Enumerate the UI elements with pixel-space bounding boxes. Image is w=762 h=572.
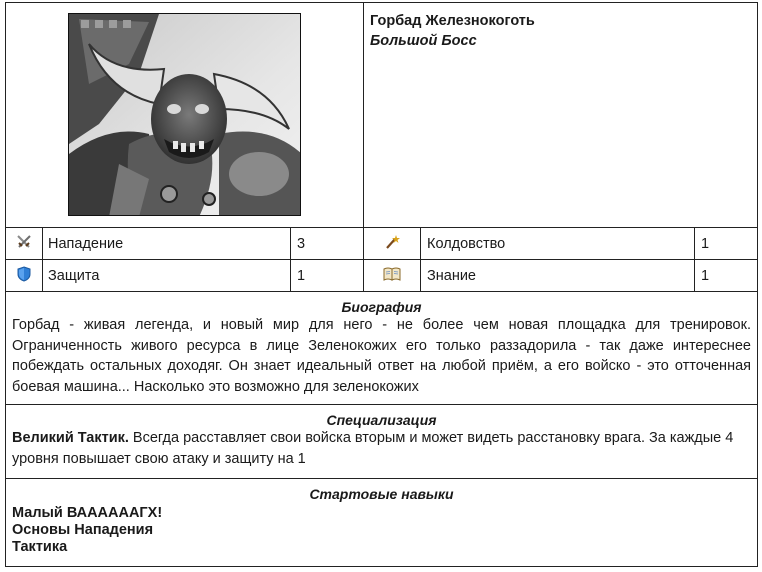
stat-row-defense-knowledge bbox=[6, 260, 757, 292]
biography-section bbox=[6, 292, 757, 405]
specialization-title: Специализация bbox=[326, 412, 437, 428]
skill-item: Тактика bbox=[12, 539, 68, 555]
specialization-section bbox=[6, 405, 757, 479]
skill-item: Малый ВААААААГХ! bbox=[12, 505, 163, 521]
hero-name: Горбад Железнокоготь bbox=[370, 13, 535, 29]
orc-warlord-portrait-icon bbox=[68, 13, 301, 216]
stat-label-defense: Защита bbox=[43, 260, 291, 291]
specialization-name: Великий Тактик. bbox=[12, 430, 129, 446]
stat-icon-cell bbox=[364, 228, 421, 259]
specialization-description: Всегда расставляет свои войска вторым и может видеть расстановку врага. За каждые 4 уровня повышает свою атаку и защиту на 1 bbox=[12, 430, 734, 467]
hero-card bbox=[5, 2, 758, 567]
stat-label-knowledge: Знание bbox=[421, 260, 695, 291]
skills-section bbox=[6, 479, 757, 566]
stat-label-attack: Нападение bbox=[43, 228, 291, 259]
shield-icon bbox=[17, 266, 31, 286]
stat-row-attack-sorcery bbox=[6, 228, 757, 260]
stat-icon-cell bbox=[6, 228, 43, 259]
hero-header-row bbox=[6, 3, 757, 228]
stat-value-sorcery: 1 bbox=[701, 235, 710, 252]
portrait-cell bbox=[6, 3, 364, 227]
open-book-icon bbox=[383, 267, 401, 285]
stat-icon-cell bbox=[6, 260, 43, 291]
specialization-text bbox=[12, 428, 751, 469]
hero-class: Большой Босс bbox=[370, 33, 477, 49]
skill-item: Основы Нападения bbox=[12, 522, 154, 538]
stat-value-knowledge: 1 bbox=[701, 267, 710, 284]
stat-icon-cell bbox=[364, 260, 421, 291]
hero-title-cell bbox=[370, 11, 535, 51]
crossed-swords-icon bbox=[16, 234, 32, 254]
stat-label-sorcery: Колдовство bbox=[421, 228, 695, 259]
magic-wand-icon bbox=[384, 234, 400, 254]
biography-text: Горбад - живая легенда, и новый мир для него - не более чем новая площадка для тренировок. Ограниченность живого ресурса в лице Зеленокожих его только раззадорила - так даже интереснее побеждать остальных доходяг. Он знает идеальный ответ на любой приём, а его войско - это отточенная боевая машина... Насколько это возможно для зеленокожих bbox=[12, 317, 751, 395]
stat-value-defense: 1 bbox=[291, 260, 364, 291]
biography-title: Биография bbox=[341, 299, 422, 315]
skills-title: Стартовые навыки bbox=[309, 486, 454, 502]
stat-value-attack: 3 bbox=[291, 228, 364, 259]
